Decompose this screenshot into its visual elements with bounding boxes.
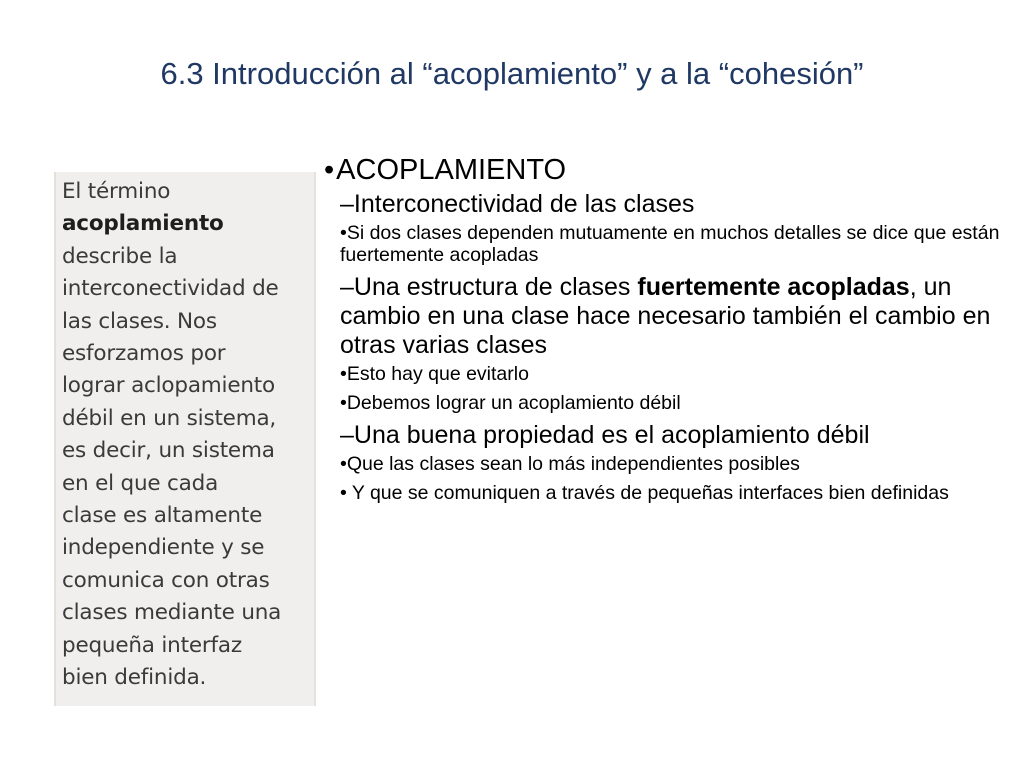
excerpt-line: débil en un sistema, [62,405,277,431]
excerpt-line-bold: acoplamiento [62,211,224,237]
sub-item-text-post: , un cambio en una clase hace necesario también el cambio en otras varias clases [340,273,991,359]
sub-item: –Una estructura de clases fuertemente acopladas, un cambio en una clase hace necesario también el cambio en otras varias clases [340,273,991,359]
detail-item: •Debemos lograr un acoplamiento débil [340,392,681,414]
excerpt-line: bien definida. [62,665,207,691]
excerpt-line: independiente y se [62,535,265,561]
sub-item-text: Una buena propiedad es el acoplamiento débil [353,421,870,449]
excerpt-line: comunica con otras [62,567,270,593]
slide-title: 6.3 Introducción al “acoplamiento” y a la “cohesión” [160,56,864,91]
detail-item-text: Y que se comuniquen a través de pequeñas interfaces bien definidas [346,482,949,504]
excerpt-line: interconectividad de [62,276,279,302]
detail-item-text: Esto hay que evitarlo [346,363,529,385]
excerpt-line: clase es altamente [62,503,263,529]
detail-item-text: Debemos lograr un acoplamiento débil [346,392,681,414]
sub-item-text-pre: Una estructura de clases [353,273,638,301]
bullet-heading-text: ACOPLAMIENTO [336,154,567,186]
excerpt-line: es decir, un sistema [62,438,275,464]
sub-item: –Una buena propiedad es el acoplamiento débil [340,421,870,449]
detail-item: •Esto hay que evitarlo [340,363,529,385]
excerpt-line: esforzamos por [62,341,226,367]
sub-item-text: Interconectividad de las clases [353,190,695,218]
detail-item: •Que las clases sean lo más independientes posibles [340,453,800,475]
bullet-list [324,152,1004,511]
excerpt-line: las clases. Nos [62,308,217,334]
book-excerpt-image [54,172,316,706]
bullet-heading: •ACOPLAMIENTO [324,154,567,186]
detail-item: •Si dos clases dependen mutuamente en muchos detalles se dice que están fuertemente acopladas [340,222,1000,266]
excerpt-line: pequeña interfaz [62,632,242,658]
excerpt-line: clases mediante una [62,600,282,626]
excerpt-line: El término [62,179,171,204]
excerpt-line: lograr aclopamiento [62,373,275,399]
sub-item: –Interconectividad de las clases [340,190,695,218]
excerpt-line: describe la [62,243,178,269]
sub-item-text-bold: fuertemente acopladas [637,273,910,301]
detail-item-text: Si dos clases dependen mutuamente en muchos detalles se dice que están fuertemente acopladas [340,222,1000,266]
detail-item-text: Que las clases sean lo más independientes posibles [346,453,800,475]
detail-item: • Y que se comuniquen a través de pequeñas interfaces bien definidas [340,482,949,504]
excerpt-line: en el que cada [62,470,219,496]
